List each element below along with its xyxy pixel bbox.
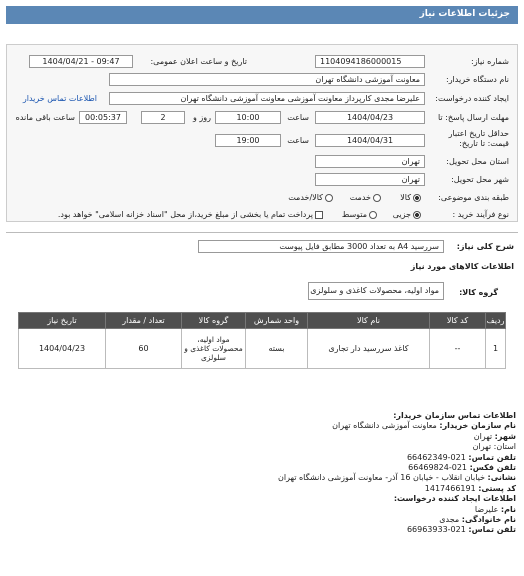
process-label: نوع فرآیند خرید :	[452, 210, 509, 219]
goods-group-label: گروه کالا:	[459, 288, 498, 297]
payment-checkbox[interactable]: پرداخت تمام یا بخشی از مبلغ خرید،از محل "اسناد خزانه اسلامی" خواهد بود.	[58, 210, 323, 219]
city-field: تهران	[315, 173, 425, 186]
city-label: شهر محل تحویل:	[451, 175, 509, 184]
cell-row: 1	[486, 329, 506, 369]
col-date: تاریخ نیاز	[19, 313, 106, 329]
days-field: 2	[141, 111, 185, 124]
validity-time-field: 19:00	[215, 134, 281, 147]
buyer-city-line: شهر: تهران	[473, 431, 516, 441]
validity-date-field: 1404/04/31	[315, 134, 425, 147]
col-row: ردیف	[486, 313, 506, 329]
reply-time-field: 10:00	[215, 111, 281, 124]
days-label: روز و	[193, 113, 211, 122]
goods-group-field: مواد اولیه، محصولات کاغذی و سلولزی	[308, 282, 444, 300]
goods-section-title: اطلاعات کالاهای مورد نیاز	[410, 262, 514, 271]
category-label: طبقه بندی موضوعی:	[438, 193, 509, 202]
cell-group: مواد اولیه، محصولات کاغذی و سلولزی	[182, 329, 246, 369]
contact-info	[16, 411, 516, 536]
buyer-address-line: نشانی: خیابان انقلاب - خیابان 16 آذر- معاونت آموزشی دانشگاه تهران	[278, 473, 516, 483]
buyer-field: معاونت آموزشی دانشگاه تهران	[109, 73, 425, 86]
buyer-province-line: استان: تهران	[472, 442, 516, 452]
summary-field: سررسید A4 به تعداد 3000 مطابق فایل پیوست	[198, 240, 444, 253]
goods-table	[18, 312, 506, 369]
buyer-fax-line: تلفن فکس: 021-66469824	[408, 463, 516, 473]
col-code: کد کالا	[430, 313, 486, 329]
cell-unit: بسته	[246, 329, 308, 369]
cell-code: --	[430, 329, 486, 369]
creator-phone-line: تلفن تماس: 021-66963933	[406, 525, 516, 535]
radio-icon	[369, 211, 377, 219]
buyer-postal-line: کد پستی: 1417466191	[424, 483, 516, 493]
remaining-label: ساعت باقی مانده	[15, 113, 75, 122]
buyer-contact-title: اطلاعات تماس سازمان خریدار:	[393, 411, 516, 420]
radio-icon	[413, 211, 421, 219]
category-option-both[interactable]: کالا/خدمت	[288, 193, 333, 202]
buyer-org-line: نام سازمان خریدار: معاونت آموزشی دانشگاه تهران	[332, 421, 516, 431]
process-option-medium[interactable]: متوسط	[342, 210, 377, 219]
radio-icon	[325, 194, 333, 202]
summary-label: شرح کلی نیاز:	[456, 242, 514, 251]
need-number-field: 1104094186000015	[315, 55, 425, 68]
col-unit: واحد شمارش	[246, 313, 308, 329]
creator-field: علیرضا مجدی کارپرداز معاونت آموزشی معاونت آموزشی دانشگاه تهران	[109, 92, 425, 105]
announce-label: تاریخ و ساعت اعلان عمومی:	[150, 57, 247, 66]
category-option-service[interactable]: خدمت	[350, 193, 381, 202]
cell-date: 1404/04/23	[19, 329, 106, 369]
remaining-time-field: 00:05:37	[79, 111, 127, 124]
province-label: استان محل تحویل:	[446, 157, 509, 166]
validity-time-label: ساعت	[287, 136, 309, 145]
table-row	[19, 329, 506, 369]
reply-time-label: ساعت	[287, 113, 309, 122]
validity-label-2: قیمت: تا تاریخ:	[459, 139, 509, 148]
col-quantity: تعداد / مقدار	[106, 313, 182, 329]
page-title: جزئیات اطلاعات نیاز	[419, 9, 510, 19]
page-header	[6, 6, 518, 24]
creator-name-line: نام: علیرضا	[474, 504, 516, 514]
creator-family-line: نام خانوادگی: مجدی	[439, 515, 516, 525]
need-number-label: شماره نیاز:	[471, 57, 509, 66]
process-option-small[interactable]: جزیی	[393, 210, 421, 219]
cell-quantity: 60	[106, 329, 182, 369]
cell-name: کاغذ سررسید دار تجاری	[308, 329, 430, 369]
radio-icon	[413, 194, 421, 202]
creator-label: ایجاد کننده درخواست:	[435, 94, 509, 103]
divider	[6, 232, 518, 233]
radio-icon	[373, 194, 381, 202]
validity-label-1: حداقل تاریخ اعتبار	[448, 129, 509, 138]
buyer-label: نام دستگاه خریدار:	[446, 75, 509, 84]
details-panel	[6, 44, 518, 222]
checkbox-icon	[315, 211, 323, 219]
announce-field: 1404/04/21 - 09:47	[29, 55, 133, 68]
province-field: تهران	[315, 155, 425, 168]
col-name: نام کالا	[308, 313, 430, 329]
buyer-contact-link[interactable]: اطلاعات تماس خریدار	[22, 94, 97, 103]
reply-date-field: 1404/04/23	[315, 111, 425, 124]
col-group: گروه کالا	[182, 313, 246, 329]
reply-deadline-label: مهلت ارسال پاسخ: تا	[437, 113, 509, 122]
category-option-goods[interactable]: کالا	[400, 193, 421, 202]
table-header-row	[19, 313, 506, 329]
buyer-phone-line: تلفن تماس: 021-66462349	[406, 452, 516, 462]
creator-contact-title: اطلاعات ایجاد کننده درخواست:	[393, 494, 516, 504]
